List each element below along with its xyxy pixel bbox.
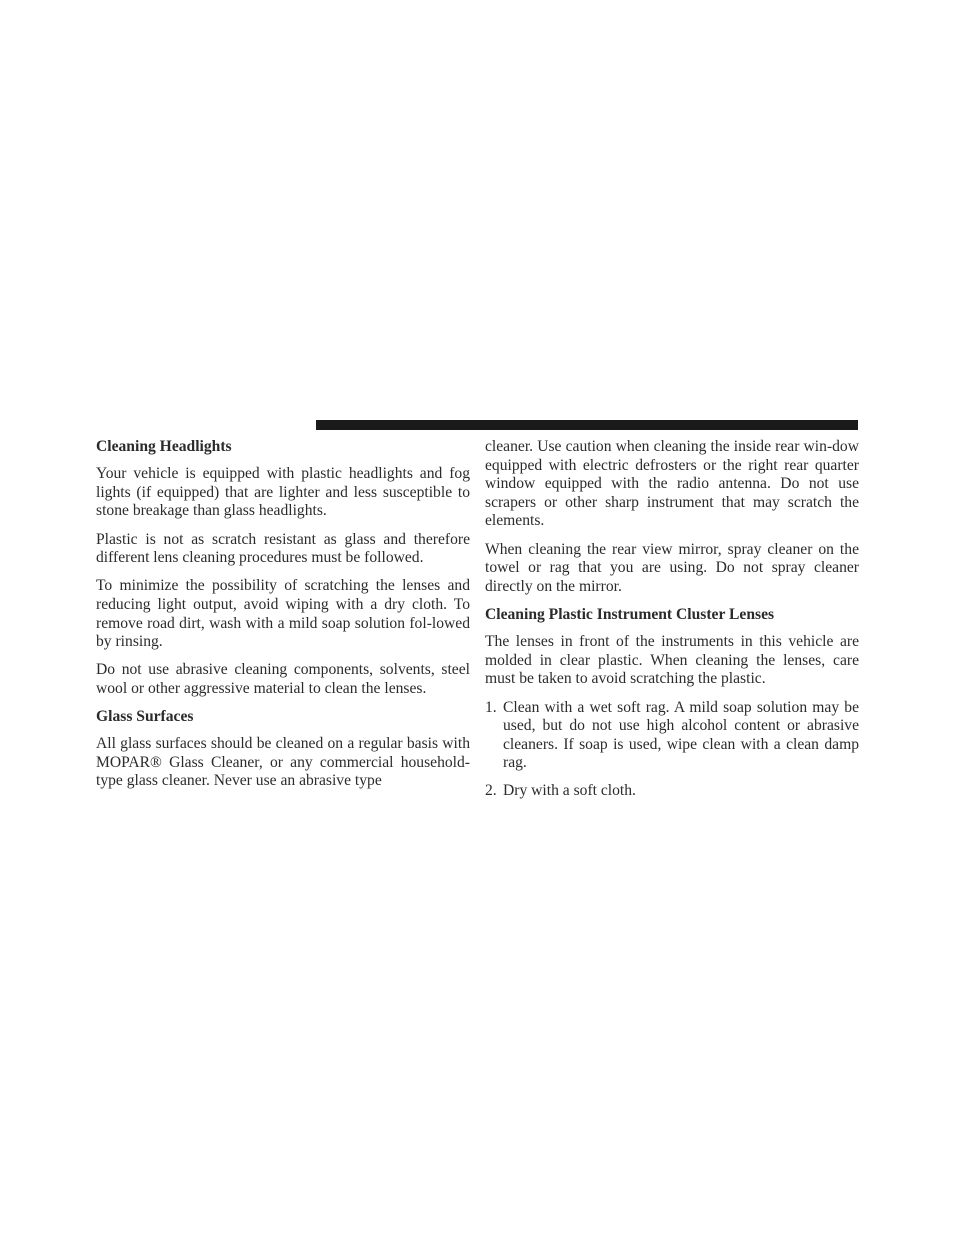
paragraph-cleaner-caution: cleaner. Use caution when cleaning the inside rear win-dow equipped with electric defrosters or the right rear quarter window equipped with the radio antenna. Do not use scrapers or other sharp instrument that may scratch the elements. [485, 438, 859, 530]
section-rule [316, 420, 858, 430]
heading-glass-surfaces: Glass Surfaces [96, 708, 194, 726]
step-text: Clean with a wet soft rag. A mild soap solution may be used, but do not use high alcohol content or abrasive cleaners. If soap is used, wipe clean with a clean damp rag. [503, 698, 859, 772]
heading-cleaning-headlights: Cleaning Headlights [96, 438, 232, 455]
paragraph-no-abrasives: Do not use abrasive cleaning components, solvents, steel wool or other aggressive material to clean the lenses. [96, 661, 470, 697]
step-text: Dry with a soft cloth. [503, 782, 636, 800]
step-number: 2. [485, 782, 497, 800]
paragraph-plastic-headlights: Your vehicle is equipped with plastic headlights and fog lights (if equipped) that are lighter and less susceptible to stone breakage than glass headlights. [96, 465, 470, 520]
heading-instrument-cluster-lenses: Cleaning Plastic Instrument Cluster Lenses [485, 605, 775, 623]
paragraph-rear-view-mirror: When cleaning the rear view mirror, spray cleaner on the towel or rag that you are using. Do not spray cleaner directly on the mirror. [485, 540, 859, 595]
paragraph-glass-cleaning: All glass surfaces should be cleaned on a regular basis with MOPAR® Glass Cleaner, or any commercial household-type glass cleaner. Never use an abrasive type [96, 735, 470, 790]
paragraph-scratch-resistance: Plastic is not as scratch resistant as glass and therefore different lens cleaning procedures must be followed. [96, 530, 470, 567]
list-item [485, 699, 859, 773]
paragraph-minimize-scratching: To minimize the possibility of scratching the lenses and reducing light output, avoid wiping with a dry cloth. To remove road dirt, wash with a mild soap solution fol-lowed by rinsing. [96, 577, 470, 651]
cleaning-steps-list [485, 699, 859, 802]
paragraph-lenses-molded: The lenses in front of the instruments in this vehicle are molded in clear plastic. When cleaning the lenses, care must be taken to avoid scratching the plastic. [485, 633, 859, 688]
list-item [485, 782, 859, 801]
left-column [96, 438, 470, 801]
right-column [485, 438, 859, 811]
step-number: 1. [485, 698, 497, 716]
